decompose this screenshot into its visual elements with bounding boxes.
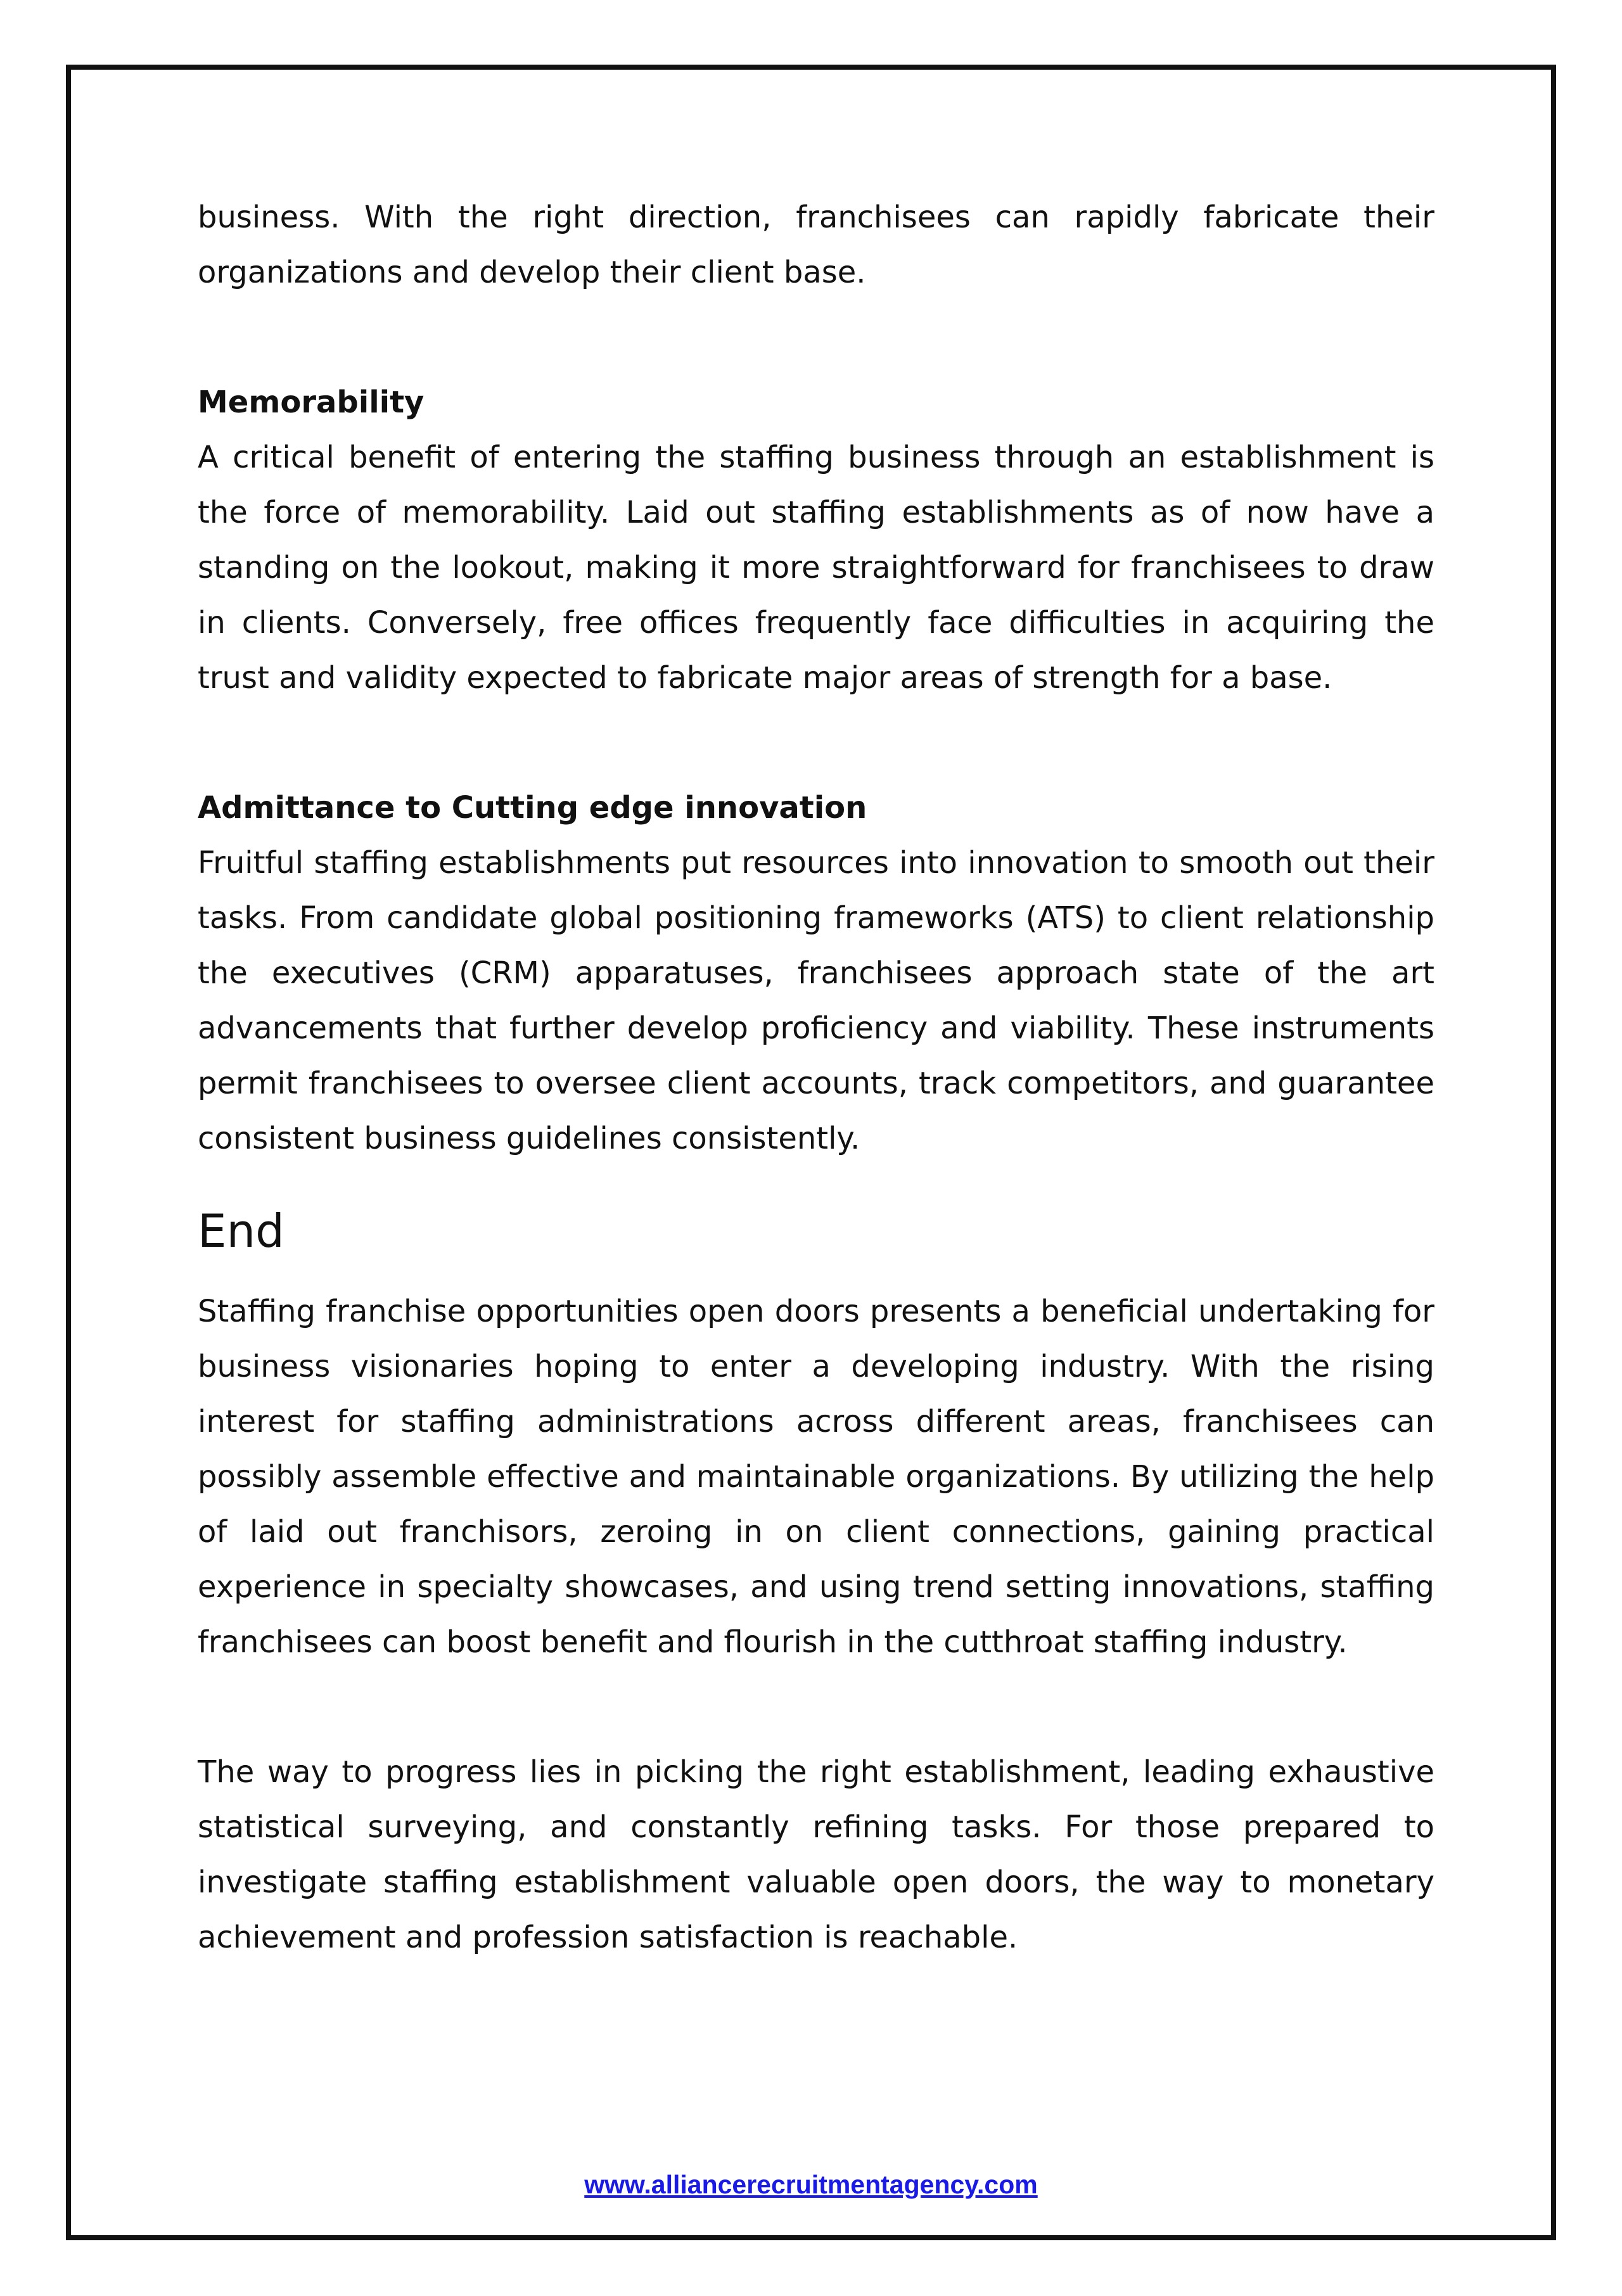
spacer — [198, 1263, 1434, 1284]
end-paragraph-1: Staffing franchise opportunities open doors presents a beneficial undertaking for business visionaries hoping to enter a developing industry. With the rising interest for staffing administrations across different areas, franchisees can possibly assemble effective and maintainable organizations. By utilizing the help of laid out franchisors, zeroing in on client connections, gaining practical experience in specialty showcases, and using trend setting innovations, staffing franchisees can boost benefit and flourish in the cutthroat staffing industry. — [198, 1294, 1434, 1660]
end-section-title: End — [198, 1204, 284, 1258]
section-heading-innovation: Admittance to Cutting edge innovation — [198, 790, 867, 826]
document-body — [198, 190, 1434, 1965]
spacer — [198, 1166, 1434, 1199]
spacer — [198, 300, 1434, 375]
spacer — [198, 706, 1434, 781]
end-paragraph-2: The way to progress lies in picking the right establishment, leading exhaustive statistical surveying, and constantly refining tasks. For those prepared to investigate staffing establishment valuable open doors, the way to monetary achievement and profession satisfaction is reachable. — [198, 1754, 1434, 1955]
section-body-memorability: A critical benefit of entering the staffing business through an establishment is the force of memorability. Laid out staffing establishments as of now have a standing on the lookout, making it more straightforward for franchisees to draw in clients. Conversely, free offices frequently face difficulties in acquiring the trust and validity expected to fabricate major areas of strength for a base. — [198, 440, 1434, 696]
spacer — [198, 1670, 1434, 1745]
footer-website-link[interactable]: www.alliancerecruitmentagency.com — [584, 2170, 1038, 2199]
intro-paragraph: business. With the right direction, franchisees can rapidly fabricate their organizations and develop their client base. — [198, 200, 1434, 290]
section-heading-memorability: Memorability — [198, 385, 425, 420]
section-body-innovation: Fruitful staffing establishments put resources into innovation to smooth out their tasks. From candidate global positioning frameworks (ATS) to client relationship the executives (CRM) apparatuses, franchisees approach state of the art advancements that further develop proficiency and viability. These instruments permit franchisees to oversee client accounts, track competitors, and guarantee consistent business guidelines consistently. — [198, 845, 1434, 1156]
